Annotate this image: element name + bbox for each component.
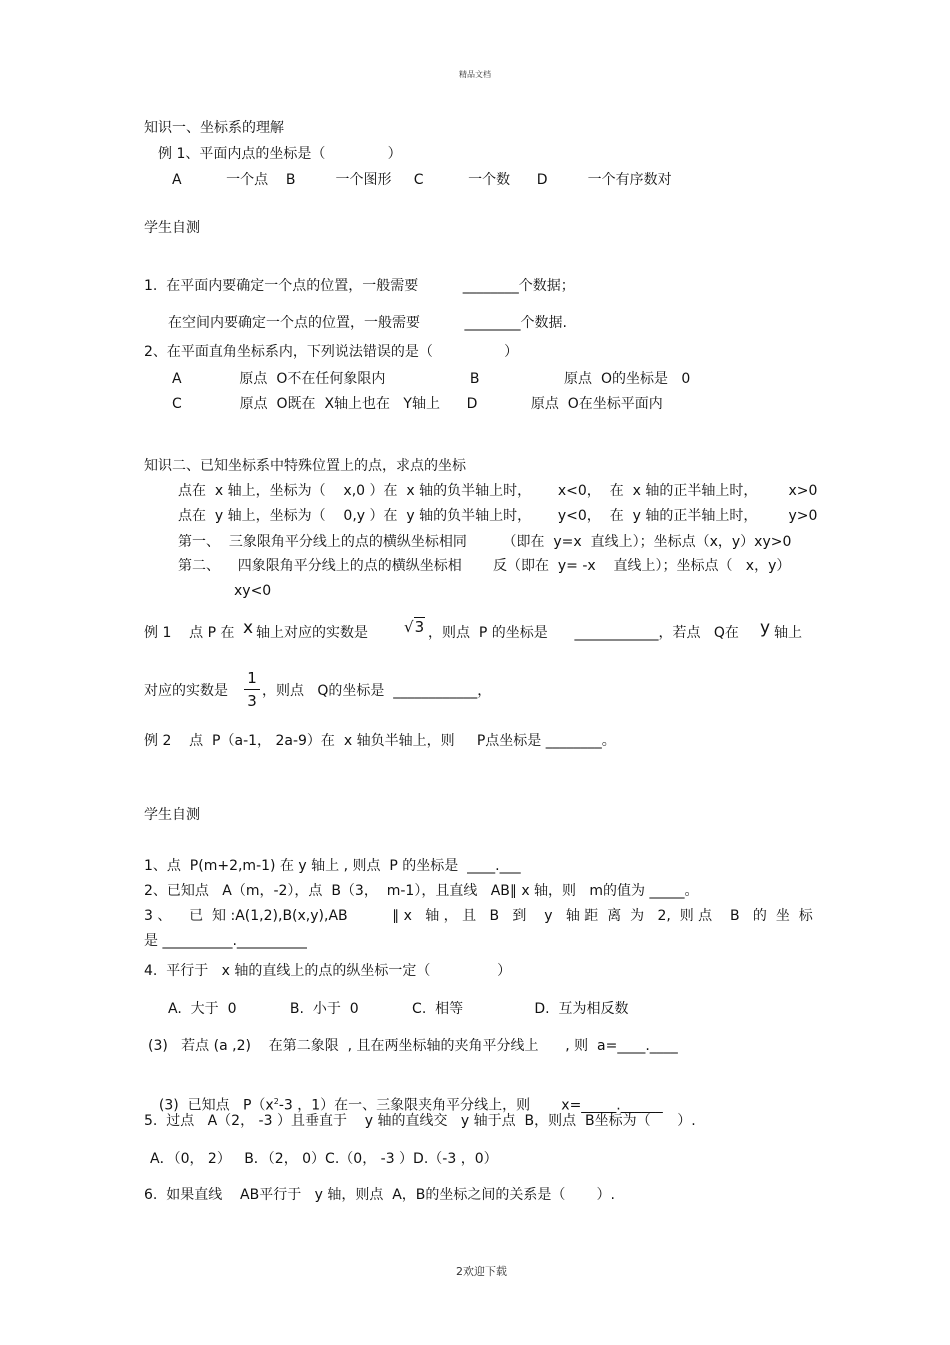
test-3-line-1: 3 、 已 知 :A(1,2),B(x,y),AB ∥ x 轴 ， 且 B 到 y 轴 距 离 为 2, 则 点 B 的 坐 标 [144, 908, 813, 924]
question-2-options-ab: A 原点 O不在任何象限内 B 原点 O的坐标是 0 [172, 371, 691, 387]
test-6-post: -3 ，1）在一、三象限夹角平分线上，则 x=_____.______ [278, 1097, 663, 1114]
fraction-one-third [244, 669, 260, 710]
example-a-end: 轴上 [774, 625, 802, 641]
example-a-right: ，则点 P 的坐标是 ____________，若点 Q在 [428, 625, 739, 641]
test-1: 1、点 P(m+2,m-1) 在 y 轴上 , 则点 P 的坐标是 ____.___ [144, 858, 521, 874]
rule-bisector-2-4-cont: xy<0 [234, 583, 272, 599]
question-1b: 在空间内要确定一个点的位置，一般需要 ________个数据. [168, 315, 567, 331]
test-6-pre: (3) 已知点 P（x [158, 1097, 274, 1114]
test-7-options: A．（0， 2） B．（2， 0）C.（0， -3 ）D.（-3 ，0） [150, 1151, 498, 1167]
test-3-line-2: 是 __________.__________ [144, 933, 307, 949]
fraction-numerator: 1 [247, 669, 257, 687]
self-test-heading-1: 学生自测 [144, 220, 200, 236]
example-a-x-symbol: x [243, 618, 254, 638]
question-2-options-cd: C 原点 O既在 X轴上也在 Y轴上 D 原点 O在坐标平面内 [172, 396, 663, 412]
rule-bisector-2-4: 第二、 四象限角平分线上的点的横纵坐标相 反（即在 y= -x 直线上）；坐标点（ x，y） [178, 558, 791, 574]
question-1a: 1. 在平面内要确定一个点的位置，一般需要 ________个数据； [144, 278, 575, 294]
test-2: 2、已知点 A（m，-2），点 B（3， m-1），且直线 AB∥ x 轴，则 m的值为 _____。 [144, 883, 699, 899]
page-header: 精品文档 [459, 70, 491, 79]
example-1-question: 例 1、平面内点的坐标是（ ） [158, 146, 402, 162]
example-b-right: ，则点 Q的坐标是 ____________， [262, 683, 492, 699]
rule-x-axis: 点在 x 轴上，坐标为（ x,0 ）在 x 轴的负半轴上时， x<0， 在 x 轴的正半轴上时， x>0 [178, 483, 818, 499]
sqrt-expression: √3 [404, 618, 425, 636]
example-2: 例 2 点 P（a-1， 2a-9）在 x 轴负半轴上，则 P点坐标是 ________。 [144, 733, 616, 749]
example-a-mid: 轴上对应的实数是 [256, 625, 368, 641]
question-2: 2、在平面直角坐标系内，下列说法错误的是（ ） [144, 344, 519, 360]
example-1-options: A 一个点 B 一个图形 C 一个数 D 一个有序数对 [172, 172, 672, 188]
test-6 [150, 1075, 663, 1115]
rule-bisector-1-3: 第一、 三象限角平分线上的点的横纵坐标相同 （即在 y=x 直线上）；坐标点（x，y）xy>0 [178, 534, 792, 550]
section-title-2: 知识二、已知坐标系中特殊位置上的点，求点的坐标 [144, 458, 466, 474]
example-a-left: 例 1 点 P 在 [144, 625, 235, 641]
rule-y-axis: 点在 y 轴上，坐标为（ 0,y ）在 y 轴的负半轴上时， y<0， 在 y 轴的正半轴上时， y>0 [178, 508, 818, 524]
test-4-options: A. 大于 0 B. 小于 0 C. 相等 D. 互为相反数 [168, 1001, 629, 1017]
section-title-1: 知识一、坐标系的理解 [144, 120, 284, 136]
fraction-bar [244, 689, 260, 690]
test-4: 4. 平行于 x 轴的直线上的点的纵坐标一定（ ） [144, 963, 512, 979]
test-5: (3) 若点 (a ,2) 在第二象限 , 且在两坐标轴的夹角平分线上 , 则 a=____.____ [148, 1038, 678, 1054]
page-footer: 2欢迎下载 [456, 1265, 507, 1278]
example-b-left: 对应的实数是 [144, 683, 228, 699]
test-6-superscript: 2 [273, 1097, 279, 1106]
sqrt-radicand: 3 [414, 618, 425, 636]
self-test-heading-2: 学生自测 [144, 807, 200, 823]
test-8: 6. 如果直线 AB平行于 y 轴，则点 A，B的坐标之间的关系是（ ）. [144, 1187, 616, 1203]
test-7: 5. 过点 A（2， -3 ）且垂直于 y 轴的直线交 y 轴于点 B，则点 B坐标为（ ）. [144, 1113, 696, 1129]
fraction-denominator: 3 [247, 692, 257, 710]
example-a-y-symbol: y [760, 618, 771, 638]
